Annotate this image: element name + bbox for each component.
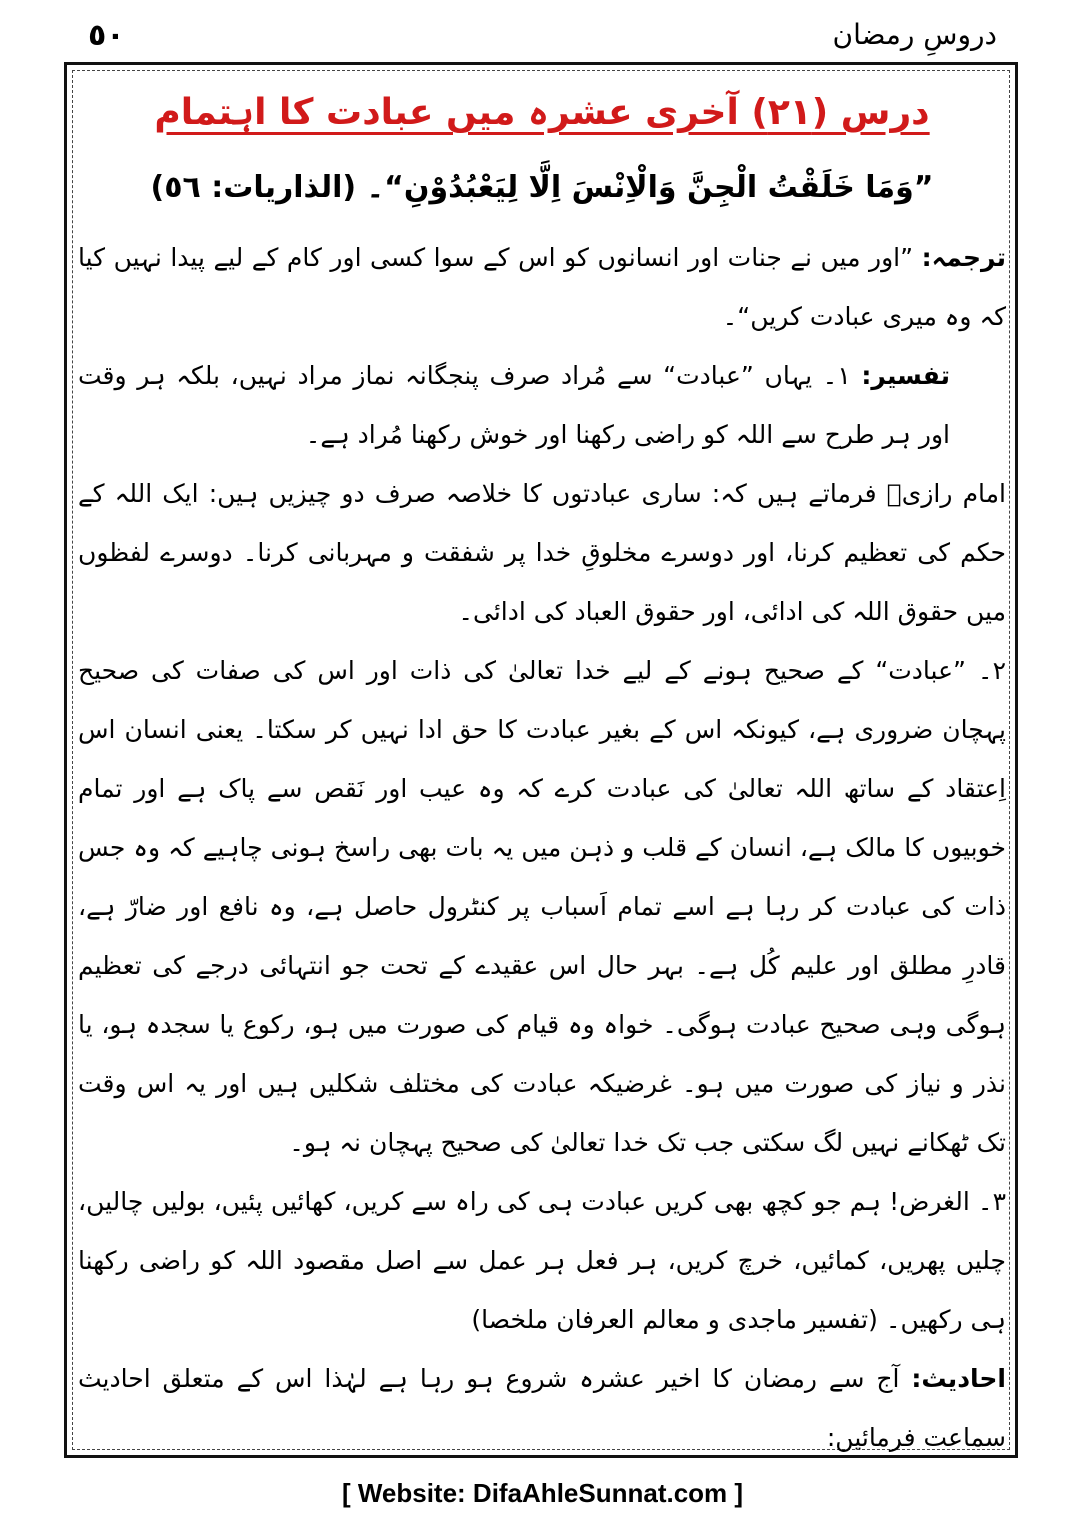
ahadith-paragraph (78, 1349, 1006, 1467)
ahadith-label: احادیث: (911, 1364, 1006, 1393)
tafseer-text-1: ۱۔ یہاں ”عبادت“ سے مُراد صرف پنجگانہ نماز مراد نہیں، بلکہ ہر وقت اور ہر طرح سے اللہ کو راضی رکھنا اور خوش رکھنا مُراد ہے۔ (78, 361, 950, 449)
tafseer-paragraph-4: ۳۔ الغرض! ہم جو کچھ بھی کریں عبادت ہی کی راہ سے کریں، کھائیں پئیں، بولیں چالیں، چلیں پھریں، کمائیں، خرچ کریں، ہر فعل ہر عمل سے اصل مقصود اللہ کو راضی رکھنا ہی رکھیں۔ (تفسیر ماجدی و معالم العرفان ملخصا) (78, 1187, 1006, 1334)
tafseer-paragraph-3: ۲۔ ”عبادت“ کے صحیح ہونے کے لیے خدا تعالیٰ کی ذات اور اس کی صفات کی صحیح پہچان ضروری ہے، کیونکہ اس کے بغیر عبادت کا حق ادا نہیں کر سکتا۔ یعنی انسان اس اِعتقاد کے ساتھ اللہ تعالیٰ کی عبادت کرے کہ وہ عیب اور نَقص سے پاک ہے اور تمام خوبیوں کا مالک ہے، انسان کے قلب و ذہن میں یہ بات بھی راسخ ہونی چاہیے کہ وہ جس ذات کی عبادت کر رہا ہے اسے تمام اَسباب پر کنٹرول حاصل ہے، وہ نافع اور ضارّ ہے، قادرِ مطلق اور علیم کُل ہے۔ بہر حال اس عقیدے کے تحت جو انتہائی درجے کی تعظیم ہوگی وہی صحیح عبادت ہوگی۔ خواہ وہ قیام کی صورت میں ہو، رکوع یا سجدہ ہو، یا نذر و نیاز کی صورت میں ہو۔ غرضیکہ عبادت کی مختلف شکلیں ہیں اور یہ اس وقت تک ٹھکانے نہیں لگ سکتی جب تک خدا تعالیٰ کی صحیح پہچان نہ ہو۔ (78, 656, 1006, 1157)
tafseer-paragraph-1 (78, 346, 1006, 464)
page-number: ٥٠ (88, 18, 125, 53)
running-title: دروسِ رمضان (832, 18, 997, 51)
translation-paragraph (78, 228, 1006, 346)
tafseer-paragraph-2: امام رازیؒ فرماتے ہیں کہ: ساری عبادتوں کا خلاصہ صرف دو چیزیں ہیں: ایک اللہ کے حکم کی تعظیم کرنا، اور دوسرے مخلوقِ خدا پر شفقت و مہربانی کرنا۔ دوسرے لفظوں میں حقوق اللہ کی ادائی، اور حقوق العباد کی ادائی۔ (78, 479, 1006, 626)
translation-text: ”اور میں نے جنات اور انسانوں کو اس کے سوا کسی اور کام کے لیے پیدا نہیں کیا کہ وہ میری عبادت کریں“۔ (78, 243, 1006, 331)
quran-verse: ”وَمَا خَلَقْتُ الْجِنَّ وَالْاِنْسَ اِلَّا لِیَعْبُدُوْنِ“۔ (الذاریات: ٥٦) (150, 170, 934, 205)
lesson-title: درس (۲۱) آخری عشرہ میں عبادت کا اہتمام (154, 92, 930, 133)
translation-label: ترجمہ: (921, 243, 1006, 272)
tafseer-label: تفسیر: (861, 361, 950, 390)
ahadith-text: آج سے رمضان کا اخیر عشرہ شروع ہو رہا ہے لہٰذا اس کے متعلق احادیث سماعت فرمائیں: (78, 1364, 1006, 1452)
website-footer: [ Website: DifaAhleSunnat.com ] (341, 1478, 744, 1508)
page-content (78, 78, 1006, 1467)
